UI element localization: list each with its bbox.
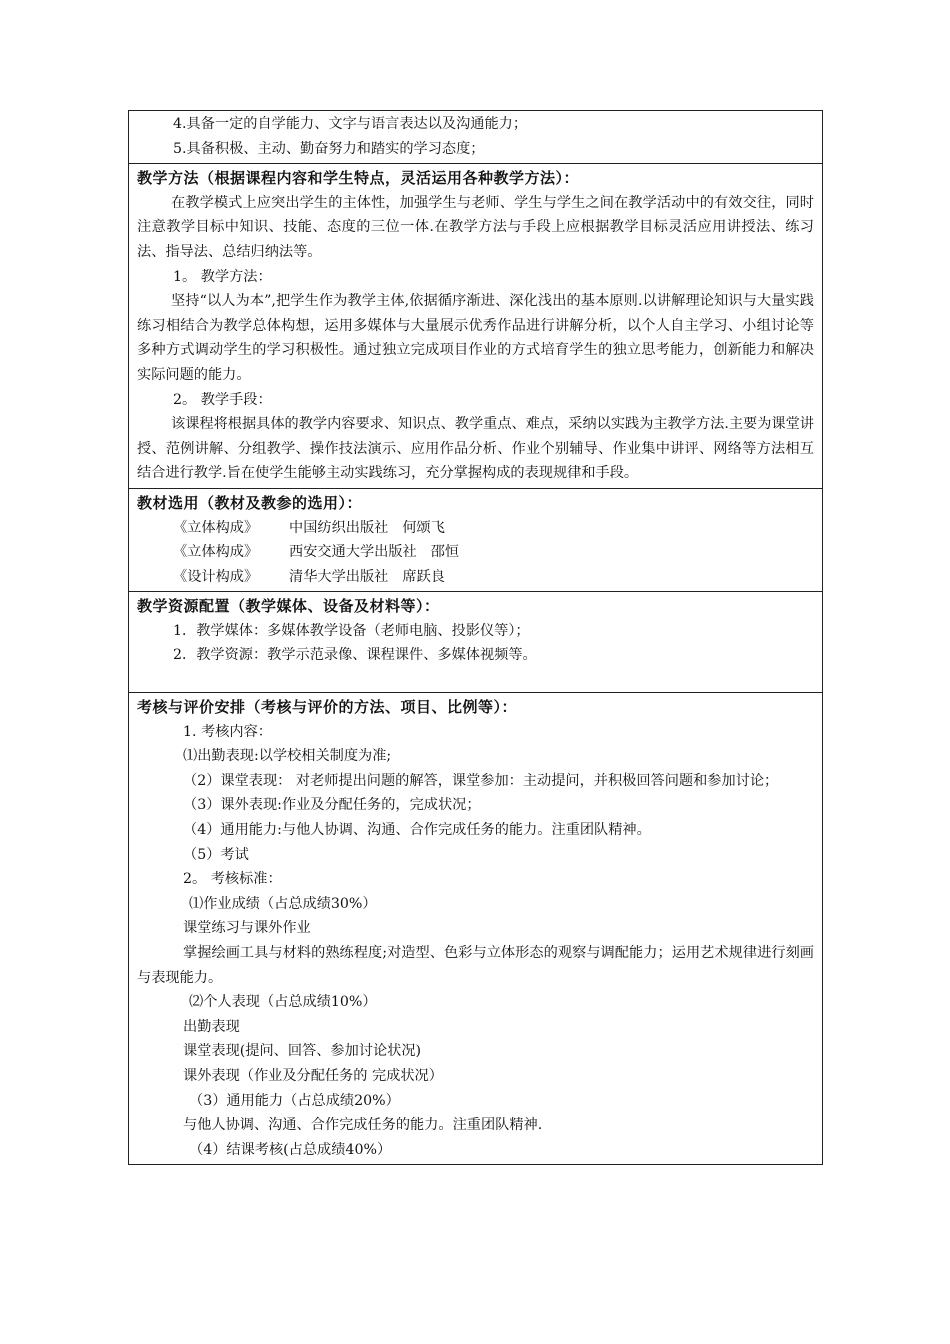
standard-1-sub: 课堂练习与课外作业 [183,920,311,937]
assessment-content-4: （4）通用能力:与他人协调、沟通、合作完成任务的能力。注重团队精神。 [183,822,651,839]
textbook-item [137,516,814,541]
assessment-section [129,692,822,1164]
blank-space [137,668,814,690]
methods-sub2-title: 2。 教学手段： [173,391,272,408]
textbook-author: 何颂飞 [402,519,445,536]
methods-heading: 教学方法（根据课程内容和学生特点，灵活运用各种教学方法）： [137,169,580,188]
standard-1-body: 掌握绘画工具与材料的熟练程度;对造型、色彩与立体形态的观察与调配能力；运用艺术规律进行刻画与表现能力。 [137,945,814,986]
textbook-author: 席跃良 [402,568,445,585]
methods-sub2-body: 该课程将根据具体的教学内容要求、知识点、教学重点、难点，采纳以实践为主教学方法.主要为课堂讲授、范例讲解、分组教学、操作技法演示、应用作品分析、作业个别辅导、作业集中讲评、网络等方法相互结合进行教学.旨在使学生能够主动实践练习，充分掌握构成的表现规律和手段。 [137,416,814,482]
standard-2-c: 课外表现（作业及分配任务的 完成状况） [183,1067,443,1084]
standard-1: ⑴作业成绩（占总成绩30%） [189,895,377,912]
assessment-content-1: ⑴出勤表现:以学校相关制度为准; [183,748,392,765]
standard-2-a: 出勤表现 [183,1018,240,1035]
methods-section [129,163,822,488]
textbook-title: 《立体构成》 [173,544,259,561]
assessment-content-5: （5）考试 [183,846,249,863]
objective-item-5: 5.具备积极、主动、勤奋努力和踏实的学习态度； [173,140,485,157]
textbook-publisher: 中国纺织出版社 [289,519,389,536]
methods-sub1-body: 坚持“以人为本”,把学生作为教学主体,依据循序渐进、深化浅出的基本原则.以讲解理论知识与大量实践练习相结合为教学总体构想，运用多媒体与大量展示优秀作品进行讲解分析，以个人自主学习、小组讨论等多种方式调动学生的学习积极性。通过独立完成项目作业的方式培育学生的独立思考能力，创新能力和解决实际问题的能力。 [137,293,814,383]
resource-item-1: 1．教学媒体：多媒体教学设备（老师电脑、投影仪等）； [173,622,530,639]
methods-sub1-title: 1。 教学方法： [173,268,272,285]
assessment-content-3: （3）课外表现:作业及分配任务的，完成状况； [183,797,481,814]
objectives-section [129,111,822,163]
standard-2: ⑵个人表现（占总成绩10%） [189,994,377,1011]
objective-item-4: 4.具备一定的自学能力、文字与语言表达以及沟通能力； [173,116,528,132]
textbook-title: 《立体构成》 [173,519,259,536]
textbooks-heading: 教材选用（教材及教参的选用）： [137,493,363,512]
methods-intro: 在教学模式上应突出学生的主体性，加强学生与老师、学生与学生之间在教学活动中的有效交往，同时注意教学目标中知识、技能、态度的三位一体.在教学方法与手段上应根据教学目标灵活应用讲授法、练习法、指导法、总结归纳法等。 [137,194,814,260]
standard-2-b: 课堂表现(提问、回答、参加讨论状况) [183,1043,422,1060]
standard-3-body: 与他人协调、沟通、合作完成任务的能力。注重团队精神. [183,1117,543,1134]
textbook-item [137,565,814,590]
resource-item-2: 2．教学资源：教学示范录像、课程课件、多媒体视频等。 [173,647,537,664]
standard-4: （4）结课考核(占总成绩40%） [189,1141,392,1158]
textbooks-section [129,488,822,591]
assessment-heading: 考核与评价安排（考核与评价的方法、项目、比例等）： [137,698,518,717]
resources-heading: 教学资源配置（教学媒体、设备及材料等）： [137,597,440,616]
assessment-content-2: （2）课堂表现： 对老师提出问题的解答，课堂参加：主动提问，并积极回答问题和参加讨论； [183,772,779,789]
textbook-publisher: 西安交通大学出版社 [289,544,417,561]
textbook-item [137,540,814,565]
textbook-publisher: 清华大学出版社 [289,568,389,585]
assessment-standard-title: 2。 考核标准： [183,871,282,888]
textbook-author: 邵恒 [430,544,460,561]
assessment-content-title: 1. 考核内容： [183,723,272,740]
course-document [128,110,823,1165]
textbook-title: 《设计构成》 [173,568,259,585]
resources-section [129,591,822,692]
standard-3: （3）通用能力（占总成绩20%） [189,1092,400,1109]
